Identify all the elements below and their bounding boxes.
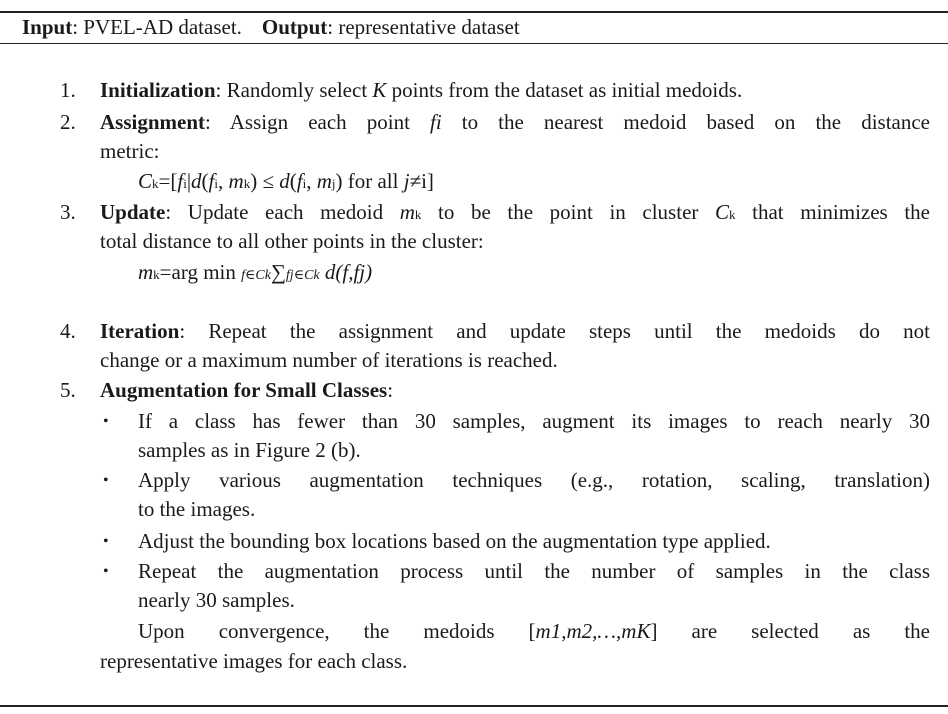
formula-part: C: [138, 169, 153, 193]
conclusion-text: [138, 617, 930, 646]
step-number: 2.: [60, 110, 76, 134]
step-number: 4.: [60, 319, 76, 343]
medoid-vars: m1,m2,…,mK: [535, 619, 651, 643]
formula-part: =arg min: [159, 260, 242, 284]
bullet-text-line1: If a class has fewer than 30 samples, augment its images to reach nearly 30: [138, 409, 930, 433]
formula-part: j: [331, 176, 336, 191]
step-text-part: points from the dataset as initial medoids.: [386, 78, 743, 102]
bullet-dot-icon: •: [103, 533, 109, 550]
bottom-rule: [0, 705, 948, 707]
step-text-part: to the nearest medoid based on the distance: [441, 110, 930, 134]
formula-part: ) for all: [335, 169, 404, 193]
step-text-line1: [100, 198, 930, 229]
step-text-line2: metric:: [100, 139, 160, 163]
formula-part: (: [289, 169, 297, 193]
step-title: Update: [100, 200, 166, 224]
step-text-line1: [100, 317, 930, 346]
formula-part: m: [138, 260, 154, 284]
formula-part: |: [186, 169, 192, 193]
formula-part: fj∈Ck: [285, 268, 320, 283]
step-text-part: : Randomly select: [215, 78, 373, 102]
formula-part: f∈Ck: [241, 268, 271, 283]
bullet-text-line2: nearly 30 samples.: [138, 588, 295, 612]
step-text: [100, 76, 930, 105]
var-fi: fi: [429, 110, 442, 134]
input-label: Input: [22, 15, 73, 39]
step-text-part: : Assign each point: [205, 110, 430, 134]
bullet-text-line2: to the images.: [138, 497, 256, 521]
formula-part: ,: [306, 169, 317, 193]
step-title: Assignment: [100, 110, 206, 134]
var-c: C: [715, 200, 730, 224]
formula-part: m: [316, 169, 332, 193]
conclusion-part: ] are selected as the: [650, 619, 930, 643]
sub-k: k: [414, 207, 422, 222]
conclusion-part: Upon convergence, the medoids [: [138, 619, 536, 643]
header-rule: [0, 43, 948, 44]
step-text-part: that minimizes the: [735, 200, 930, 224]
bullet-text-line1: Apply various augmentation techniques (e.g., rotation, scaling, translation): [138, 468, 930, 492]
bullet-dot-icon: •: [103, 563, 109, 580]
formula-part: d(f,fj): [319, 260, 373, 284]
formula-part: ∑: [270, 260, 286, 284]
formula: [138, 167, 434, 198]
bullet-text-line2: samples as in Figure 2 (b).: [138, 438, 361, 462]
bullet-dot-icon: •: [103, 472, 109, 489]
formula: [138, 258, 372, 290]
step-title: Initialization: [100, 78, 216, 102]
formula-part: i: [302, 176, 307, 191]
step-text-line2: change or a maximum number of iterations is reached.: [100, 348, 558, 372]
var-m: m: [399, 200, 415, 224]
formula-part: f: [296, 169, 303, 193]
bullet-text-line1: Repeat the augmentation process until the number of samples in the class: [138, 559, 930, 583]
formula-part: k: [152, 176, 159, 191]
formula-part: =[: [158, 169, 178, 193]
output-label: Output: [261, 15, 328, 39]
step-title: Iteration: [100, 319, 180, 343]
formula-part: ≤: [257, 169, 280, 193]
formula-part: k: [153, 267, 160, 282]
formula-part: i]: [421, 169, 434, 193]
formula-part: (: [201, 169, 209, 193]
step-text-part: to be the point in cluster: [421, 200, 715, 224]
bullet-text-line1: Adjust the bounding box locations based on the augmentation type applied.: [138, 529, 771, 553]
step-number: 5.: [60, 378, 76, 402]
step-title: Augmentation for Small Classes: [100, 378, 388, 402]
sub-k: k: [729, 207, 736, 222]
formula-part: ≠: [409, 169, 422, 193]
formula-part: i: [214, 176, 219, 191]
algorithm-header: [22, 13, 520, 42]
step-text-part: :: [387, 378, 394, 402]
formula-part: i: [183, 176, 187, 191]
input-value: : PVEL-AD dataset.: [72, 15, 242, 39]
formula-part: m: [228, 169, 244, 193]
formula-part: ): [250, 169, 258, 193]
step-text-line1: [100, 108, 930, 137]
formula-part: ,: [218, 169, 229, 193]
bullet-dot-icon: •: [103, 413, 109, 430]
formula-part: f: [177, 169, 184, 193]
formula-part: k: [243, 176, 251, 191]
step-text-part: : Update each medoid: [165, 200, 400, 224]
formula-part: d: [279, 169, 290, 193]
step-number: 1.: [60, 78, 76, 102]
step-text: [100, 376, 930, 405]
formula-part: d: [191, 169, 202, 193]
var-k: K: [372, 78, 387, 102]
step-number: 3.: [60, 200, 76, 224]
step-text-part: : Repeat the assignment and update steps until the medoids do not: [179, 319, 930, 343]
step-text-line2: total distance to all other points in the cluster:: [100, 229, 484, 253]
output-value: : representative dataset: [327, 15, 520, 39]
formula-part: f: [208, 169, 215, 193]
formula-part: j: [403, 169, 410, 193]
conclusion-text-line2: representative images for each class.: [100, 649, 408, 673]
